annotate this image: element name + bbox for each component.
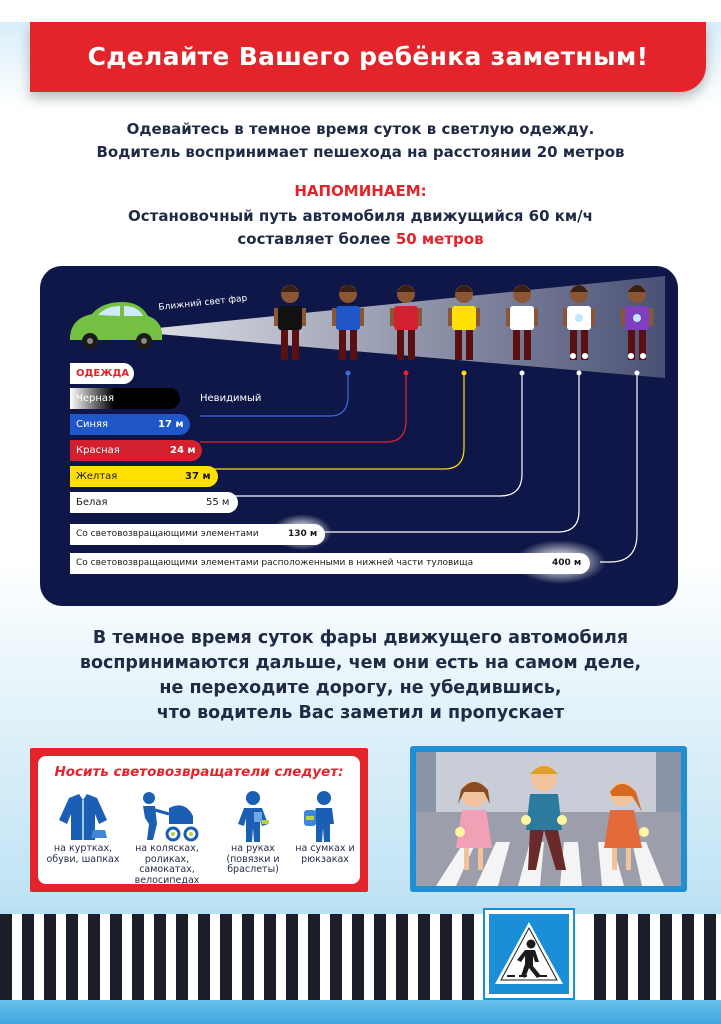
- zebra-bar: [440, 914, 452, 1000]
- zebra-bar: [660, 914, 672, 1000]
- reflector-item-bags: [286, 790, 364, 880]
- reflector-item-hands: [214, 790, 292, 880]
- warning-line-1: В темное время суток фары движущего автомобиля: [92, 628, 629, 648]
- zebra-bar: [594, 914, 606, 1000]
- visibility-infographic: [40, 266, 678, 606]
- row-red-distance: 24 м: [170, 445, 196, 456]
- zebra-bar: [242, 914, 254, 1000]
- row-yellow-distance: 37 м: [185, 471, 211, 482]
- row-reflective-label: Со световозвращающими элементами: [76, 529, 259, 539]
- row-reflective-lower-label: Со световозвращающими элементами расположенными в нижней части туловища: [76, 558, 474, 568]
- zebra-bar: [22, 914, 34, 1000]
- row-reflective-distance: 130 м: [288, 529, 318, 539]
- zebra-bar: [44, 914, 56, 1000]
- zebra-crossing-border: [0, 914, 721, 1000]
- row-reflective: [70, 524, 325, 545]
- zebra-bar: [330, 914, 342, 1000]
- warning-text: [0, 626, 721, 726]
- zebra-bar: [264, 914, 276, 1000]
- row-white-distance: 55 м: [206, 497, 230, 508]
- zebra-bar: [0, 914, 12, 1000]
- reflector-card-title: Носить световозвращатели следует:: [54, 764, 344, 780]
- zebra-bar: [220, 914, 232, 1000]
- stopping-highlight: 50 метров: [395, 230, 484, 248]
- stopping-line-2: [0, 228, 721, 251]
- row-blue-label: Синяя: [76, 419, 109, 430]
- intro-line-1: Одевайтесь в темное время суток в светлую одежду.: [126, 120, 595, 138]
- reflector-item-text: на руках (повязки и браслеты): [226, 843, 280, 875]
- zebra-bar: [110, 914, 122, 1000]
- zebra-bar: [704, 914, 716, 1000]
- reflector-item-text: на колясках, роликах, самокатах, велосипедах: [134, 843, 200, 886]
- row-black-distance: Невидимый: [200, 393, 262, 404]
- reflector-item-clothing: [44, 790, 122, 880]
- zebra-bar: [616, 914, 628, 1000]
- row-white-label: Белая: [76, 497, 108, 508]
- row-yellow: [70, 466, 218, 487]
- reflector-item-text: на сумках и рюкзаках: [295, 843, 355, 865]
- children-crossing-illustration: [410, 746, 687, 892]
- zebra-bar: [286, 914, 298, 1000]
- reminder-heading: НАПОМИНАЕМ:: [294, 182, 427, 200]
- row-reflective-lower-distance: 400 м: [552, 558, 582, 568]
- zebra-bar: [66, 914, 78, 1000]
- row-white: [70, 492, 238, 513]
- pedestrian-crossing-sign-icon: [485, 910, 573, 998]
- row-yellow-label: Желтая: [76, 471, 118, 482]
- zebra-bar: [132, 914, 144, 1000]
- warning-line-4: что водитель Вас заметил и пропускает: [156, 703, 565, 723]
- zebra-bar: [352, 914, 364, 1000]
- row-black-label: Черная: [76, 393, 115, 404]
- jacket-icon: [55, 790, 111, 844]
- warning-line-2: воспринимаются дальше, чем они есть на самом деле,: [79, 653, 642, 673]
- row-red: [70, 440, 202, 461]
- zebra-bar: [154, 914, 166, 1000]
- row-red-label: Красная: [76, 445, 120, 456]
- clothing-header: ОДЕЖДА: [70, 363, 134, 384]
- zebra-bar: [396, 914, 408, 1000]
- reflector-item-stroller: [128, 790, 206, 886]
- stroller-icon: [135, 790, 199, 844]
- zebra-bar: [638, 914, 650, 1000]
- headlight-label: Ближний свет фар: [158, 293, 248, 313]
- warning-line-3: не переходите дорогу, не убедившись,: [159, 678, 562, 698]
- page-title: Сделайте Вашего ребёнка заметным!: [87, 42, 649, 71]
- row-blue: [70, 414, 190, 435]
- row-blue-distance: 17 м: [158, 419, 184, 430]
- zebra-bar: [198, 914, 210, 1000]
- zebra-bar: [88, 914, 100, 1000]
- zebra-bar: [418, 914, 430, 1000]
- zebra-bar: [374, 914, 386, 1000]
- title-banner: [30, 22, 706, 92]
- intro-line-2: Водитель воспринимает пешехода на расстоянии 20 метров: [96, 143, 625, 161]
- stopping-line-1: Остановочный путь автомобиля движущийся 60 км/ч: [128, 207, 593, 225]
- stopping-prefix: составляет более: [237, 230, 396, 248]
- reflector-item-text: на куртках, обуви, шапках: [46, 843, 120, 865]
- child-armband-icon: [228, 790, 278, 844]
- stopping-distance-text: [0, 205, 721, 251]
- top-stripe: [0, 0, 721, 22]
- zebra-bar: [176, 914, 188, 1000]
- zebra-bar: [308, 914, 320, 1000]
- row-reflective-lower: [70, 553, 590, 574]
- zebra-bar: [682, 914, 694, 1000]
- row-black: [70, 388, 262, 409]
- intro-text: [0, 118, 721, 164]
- bottom-bar: [0, 1000, 721, 1024]
- zebra-bar: [462, 914, 474, 1000]
- backpack-icon: [300, 790, 350, 844]
- crosswalk-scene: [416, 752, 681, 886]
- reflector-usage-card: [30, 748, 368, 892]
- clothing-rows: [40, 266, 678, 606]
